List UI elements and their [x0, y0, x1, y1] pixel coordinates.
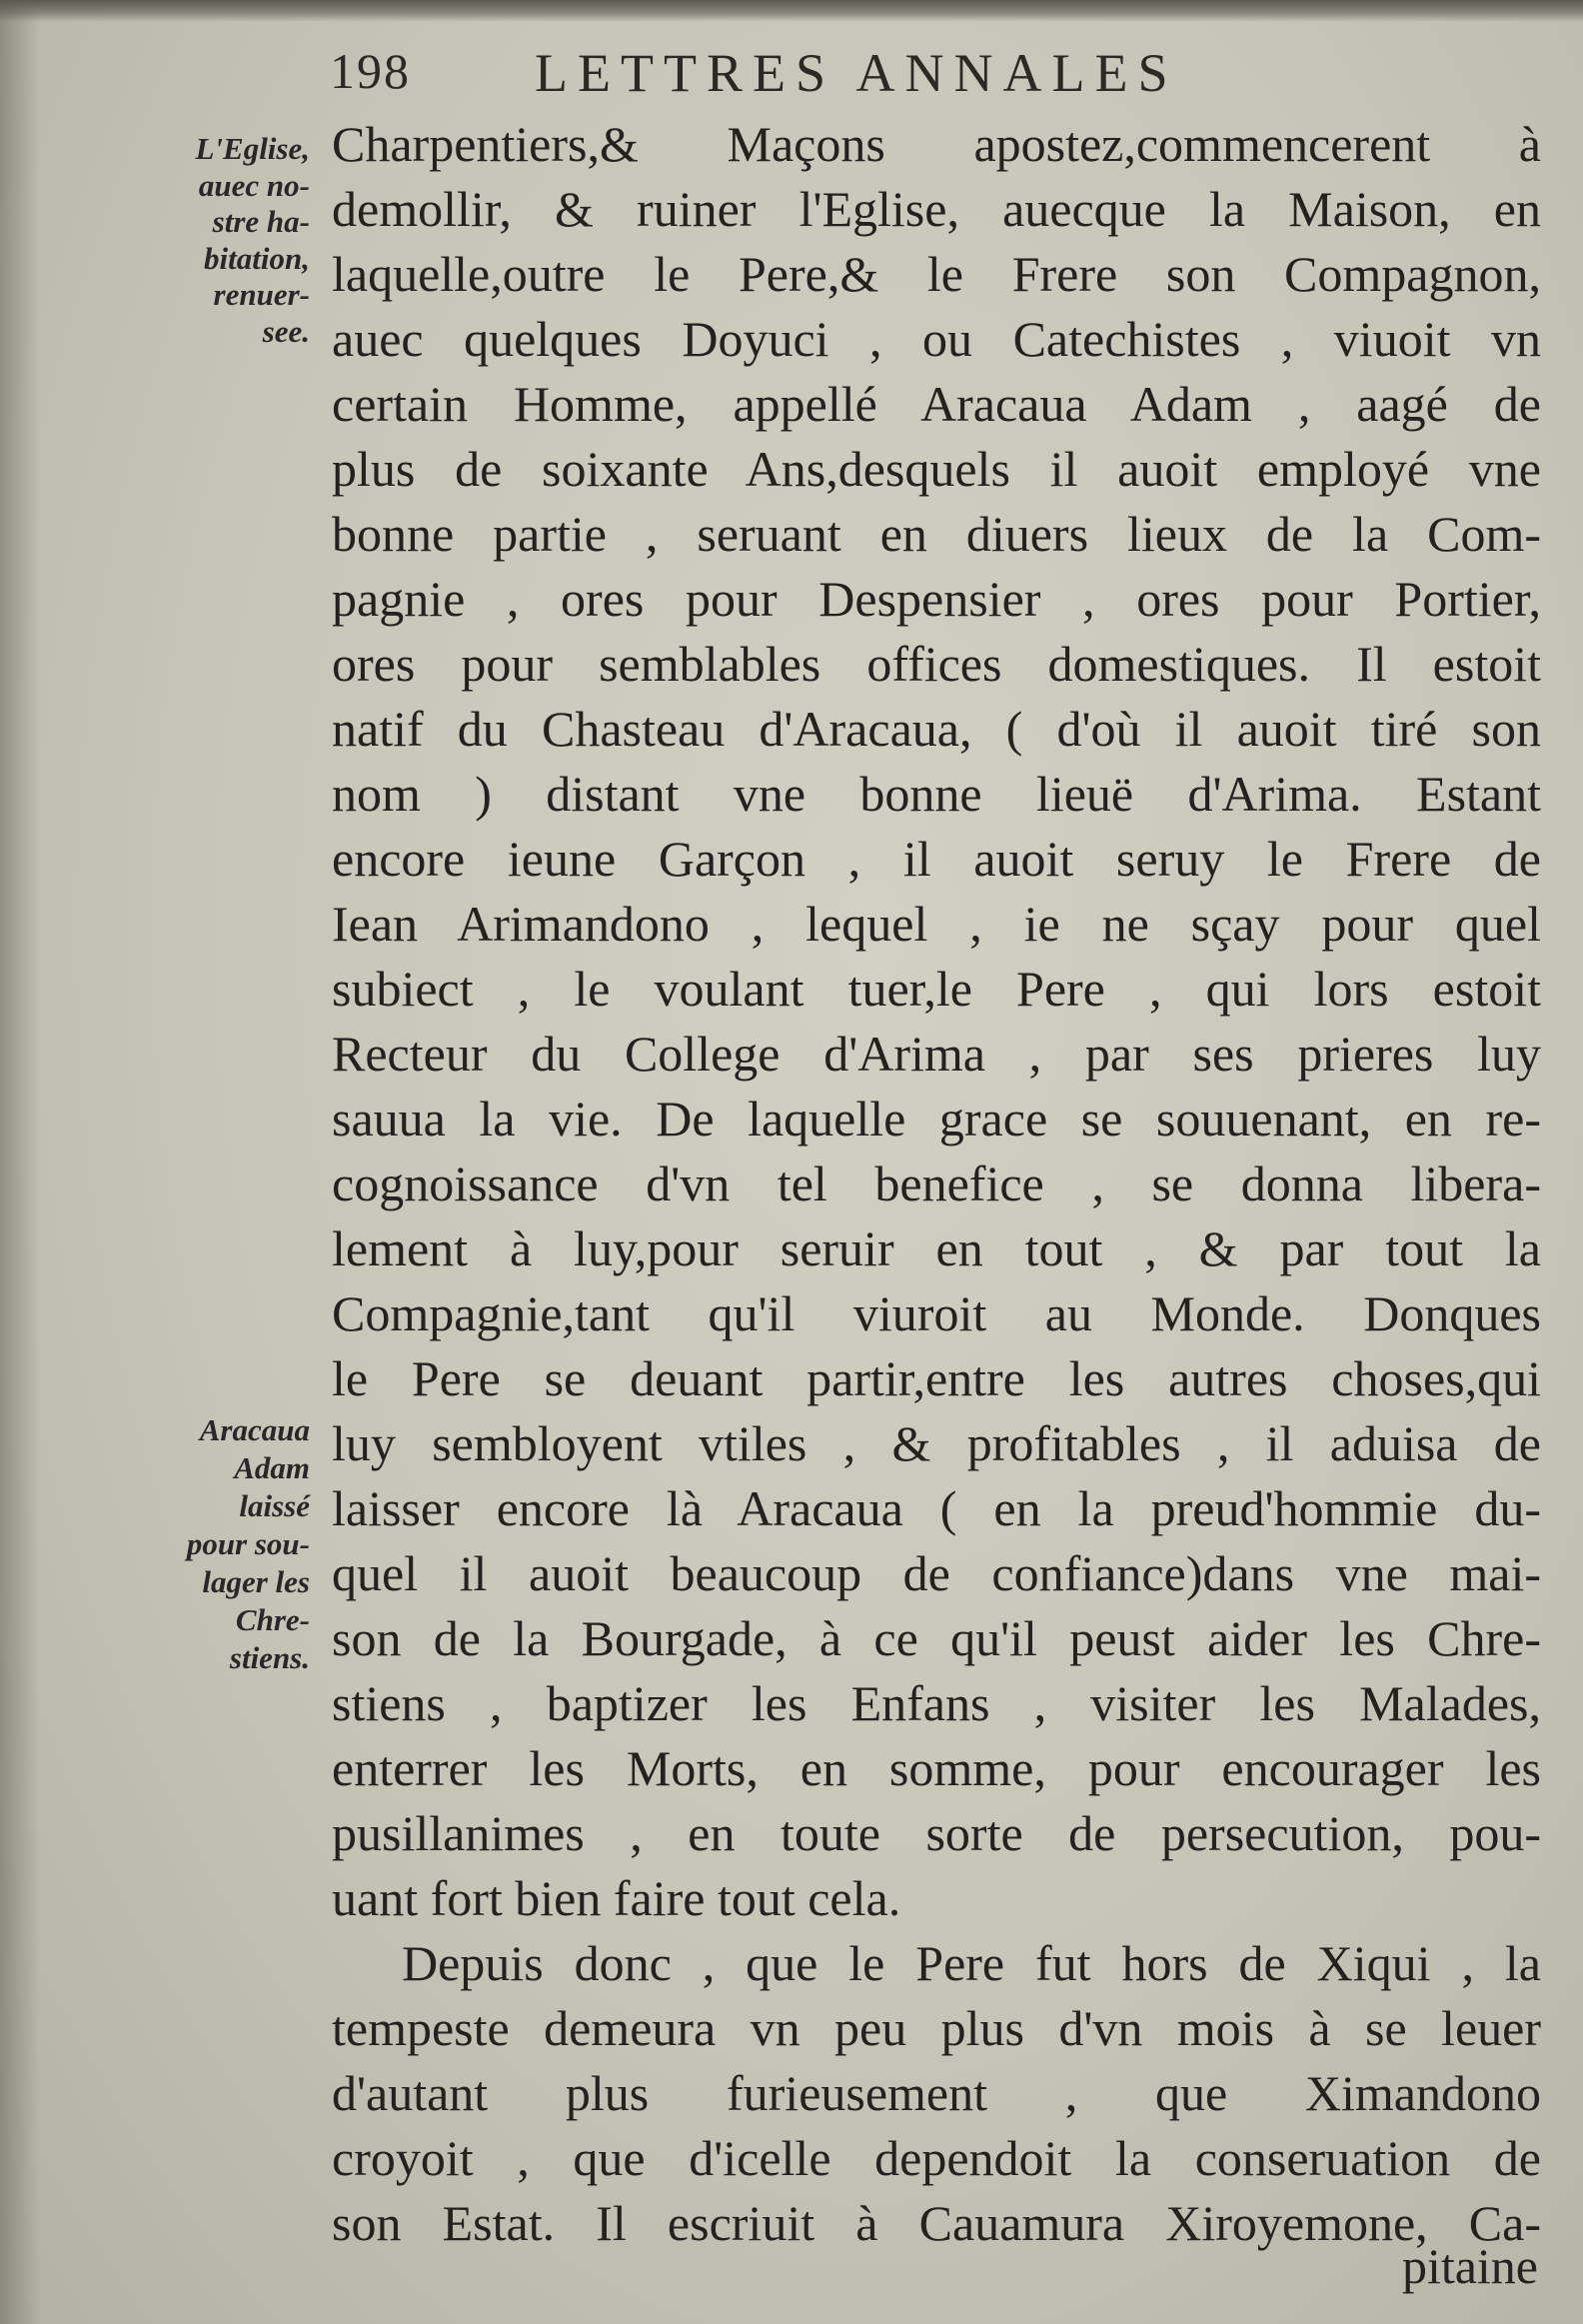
text-line: demollir, & ruiner l'Eglise, auecque la Maison, en: [332, 181, 1541, 237]
running-title: LETTRES ANNALES: [535, 43, 1178, 103]
margin-note-line: bitation,: [204, 240, 310, 276]
text-line: nom ) distant vne bonne lieuë d'Arima. Estant: [332, 766, 1541, 822]
text-line: son Estat. Il escriuit à Cauamura Xiroyemone, Ca-: [332, 2195, 1541, 2251]
text-line: luy sembloyent vtiles , & profitables , il aduisa de: [332, 1415, 1541, 1471]
text-line: encore ieune Garçon , il auoit seruy le Frere de: [332, 831, 1541, 887]
page-header: [330, 42, 1379, 108]
text-line: d'autant plus furieusement , que Ximandono: [332, 2065, 1541, 2121]
text-line: Recteur du College d'Arima , par ses prieres luy: [332, 1026, 1541, 1082]
text-line: sauua la vie. De laquelle grace se souuenant, en re-: [332, 1091, 1541, 1147]
text-line: laisser encore là Aracaua ( en la preud'hommie du-: [332, 1480, 1541, 1536]
text-line: quel il auoit beaucoup de confiance)dans vne mai-: [332, 1545, 1541, 1601]
margin-note-line: renuer-: [213, 277, 310, 312]
text-line: bonne partie , seruant en diuers lieux de la Com-: [332, 506, 1541, 562]
text-line: lement à luy,pour seruir en tout , & par tout la: [332, 1220, 1541, 1276]
margin-note-1: [140, 131, 310, 350]
text-line: Iean Arimandono , lequel , ie ne sçay pour quel: [332, 896, 1541, 952]
margin-note-line: Adam: [234, 1450, 310, 1485]
text-line: Compagnie,tant qu'il viuroit au Monde. Donques: [332, 1285, 1541, 1341]
text-line: son de la Bourgade, à ce qu'il peust aider les Chre-: [332, 1610, 1541, 1666]
text-line: Charpentiers,& Maçons apostez,commencerent à: [332, 116, 1541, 172]
margin-note-line: Aracaua: [199, 1412, 310, 1447]
margin-note-line: Chre-: [235, 1602, 310, 1637]
margin-note-line: stre ha-: [212, 204, 310, 239]
text-line: certain Homme, appellé Aracaua Adam , aagé de: [332, 376, 1541, 432]
text-line: pusillanimes , en toute sorte de persecution, pou-: [332, 1805, 1541, 1861]
text-line: cognoissance d'vn tel benefice , se donna libera-: [332, 1156, 1541, 1211]
text-line: ores pour semblables offices domestiques. Il estoit: [332, 636, 1541, 692]
page-top-shadow: [0, 0, 1583, 22]
text-line: subiect , le voulant tuer,le Pere , qui lors estoit: [332, 961, 1541, 1017]
margin-note-line: laissé: [239, 1488, 310, 1523]
margin-note-line: auec no-: [198, 167, 310, 203]
text-line: plus de soixante Ans,desquels il auoit employé vne: [332, 441, 1541, 497]
text-line: stiens , baptizer les Enfans , visiter les Malades,: [332, 1675, 1541, 1731]
margin-note-line: lager les: [202, 1564, 310, 1599]
margin-note-line: pour sou-: [186, 1526, 310, 1561]
margin-note-line: stiens.: [229, 1640, 310, 1675]
body-text: [332, 112, 1541, 2256]
text-line: Depuis donc , que le Pere fut hors de Xiqui , la: [402, 1935, 1541, 1991]
text-line: enterrer les Morts, en somme, pour encourager les: [332, 1740, 1541, 1796]
text-line: laquelle,outre le Pere,& le Frere son Compagnon,: [332, 246, 1541, 302]
text-line: le Pere se deuant partir,entre les autres choses,qui: [332, 1350, 1541, 1406]
text-line: croyoit , que d'icelle dependoit la conseruation de: [332, 2130, 1541, 2186]
text-line: auec quelques Doyuci , ou Catechistes , viuoit vn: [332, 311, 1541, 367]
text-line: tempeste demeura vn peu plus d'vn mois à se leuer: [332, 2000, 1541, 2056]
page-number: 198: [330, 43, 411, 99]
text-line: pagnie , ores pour Despensier , ores pour Portier,: [332, 571, 1541, 627]
page-left-shadow: [0, 0, 40, 2324]
margin-note-2: [140, 1411, 310, 1677]
text-line: uant fort bien faire tout cela.: [332, 1870, 901, 1926]
margin-note-line: L'Eglise,: [195, 131, 310, 166]
catchword: pitaine: [1401, 2238, 1538, 2294]
text-line: natif du Chasteau d'Aracaua, ( d'où il auoit tiré son: [332, 701, 1541, 757]
margin-note-line: see.: [262, 313, 310, 349]
